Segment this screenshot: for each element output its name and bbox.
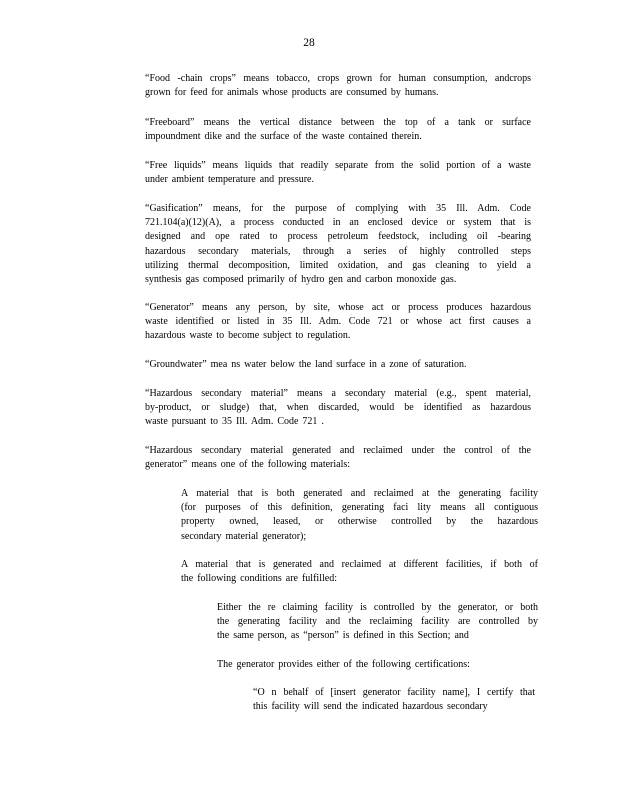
subsubparagraph-certifications xyxy=(217,658,538,672)
text-line: utilizing thermal decomposition, limited oxidation, and gas cleaning to yield a xyxy=(145,259,531,271)
text-line: “Food -chain crops” means tobacco, crops grown for human consumption, andcrops xyxy=(145,73,531,84)
text-line: the same person, as “person” is defined in this Section; and xyxy=(217,630,469,642)
text-line: under ambient temperature and pressure. xyxy=(145,174,314,186)
text-line: “Free liquids” means liquids that readily separate from the solid portion of a waste xyxy=(145,160,531,171)
text-line: the generating facility and the reclaiming facility are controlled by xyxy=(217,616,538,628)
definition-hazardous-secondary-material xyxy=(145,387,531,430)
text-line: “Freeboard” means the vertical distance between the top of a tank or surface xyxy=(145,117,531,128)
text-line: (for purposes of this definition, generating faci lity means all contiguous xyxy=(181,502,538,514)
text-line: Either the re claiming facility is controlled by the generator, or both xyxy=(217,602,538,613)
page-number: 28 xyxy=(303,37,315,49)
definition-generator xyxy=(145,301,531,344)
text-line: The generator provides either of the following certifications: xyxy=(217,659,470,670)
definition-food-chain-crops xyxy=(145,72,531,100)
text-line: “Hazardous secondary material generated and reclaimed under the control of the xyxy=(145,445,531,456)
text-line: A material that is generated and reclaimed at different facilities, if both of xyxy=(181,559,538,570)
text-line: “Gasification” means, for the purpose of complying with 35 Ill. Adm. Code xyxy=(145,203,531,214)
definition-hsm-generated-reclaimed xyxy=(145,444,531,472)
definition-freeboard xyxy=(145,116,531,144)
text-line: waste pursuant to 35 Ill. Adm. Code 721 . xyxy=(145,416,324,428)
text-line: impoundment dike and the surface of the waste contained therein. xyxy=(145,131,422,143)
definition-gasification xyxy=(145,202,531,287)
text-line: 721.104(a)(12)(A), a process conducted in an enclosed device or system that is xyxy=(145,217,531,229)
text-line: by-product, or sludge) that, when discarded, would be identified as hazardous xyxy=(145,402,531,414)
text-line: hazardous waste to become subject to regulation. xyxy=(145,330,351,342)
text-line: grown for feed for animals whose products are consumed by humans. xyxy=(145,87,439,99)
text-line: property owned, leased, or otherwise controlled by the hazardous xyxy=(181,516,538,528)
text-line: A material that is both generated and reclaimed at the generating facility xyxy=(181,488,538,499)
certification-quote xyxy=(253,686,535,714)
text-line: secondary material generator); xyxy=(181,530,307,542)
text-line: hazardous secondary materials, through a series of highly controlled steps xyxy=(145,245,531,257)
text-line: “Hazardous secondary material” means a secondary material (e.g., spent material, xyxy=(145,388,531,399)
text-line: “O n behalf of [insert generator facility name], I certify that xyxy=(253,687,535,698)
text-line: synthesis gas composed primarily of hydro gen and carbon monoxide gas. xyxy=(145,274,457,286)
text-line: designed and ope rated to process petroleum feedstock, including oil -bearing xyxy=(145,231,531,243)
text-line: generator” means one of the following materials: xyxy=(145,459,351,471)
text-line: the following conditions are fulfilled: xyxy=(181,573,337,585)
subsubparagraph-control-condition xyxy=(217,601,538,644)
definition-groundwater xyxy=(145,358,531,372)
text-line: “Generator” means any person, by site, whose act or process produces hazardous xyxy=(145,302,531,313)
subparagraph-different-facilities xyxy=(181,558,538,586)
text-line: “Groundwater” mea ns water below the land surface in a zone of saturation. xyxy=(145,359,467,370)
text-line: this facility will send the indicated hazardous secondary xyxy=(253,701,488,713)
definition-free-liquids xyxy=(145,159,531,187)
subparagraph-same-facility xyxy=(181,487,538,544)
text-line: waste identified or listed in 35 Ill. Adm. Code 721 or whose act first causes a xyxy=(145,316,531,328)
